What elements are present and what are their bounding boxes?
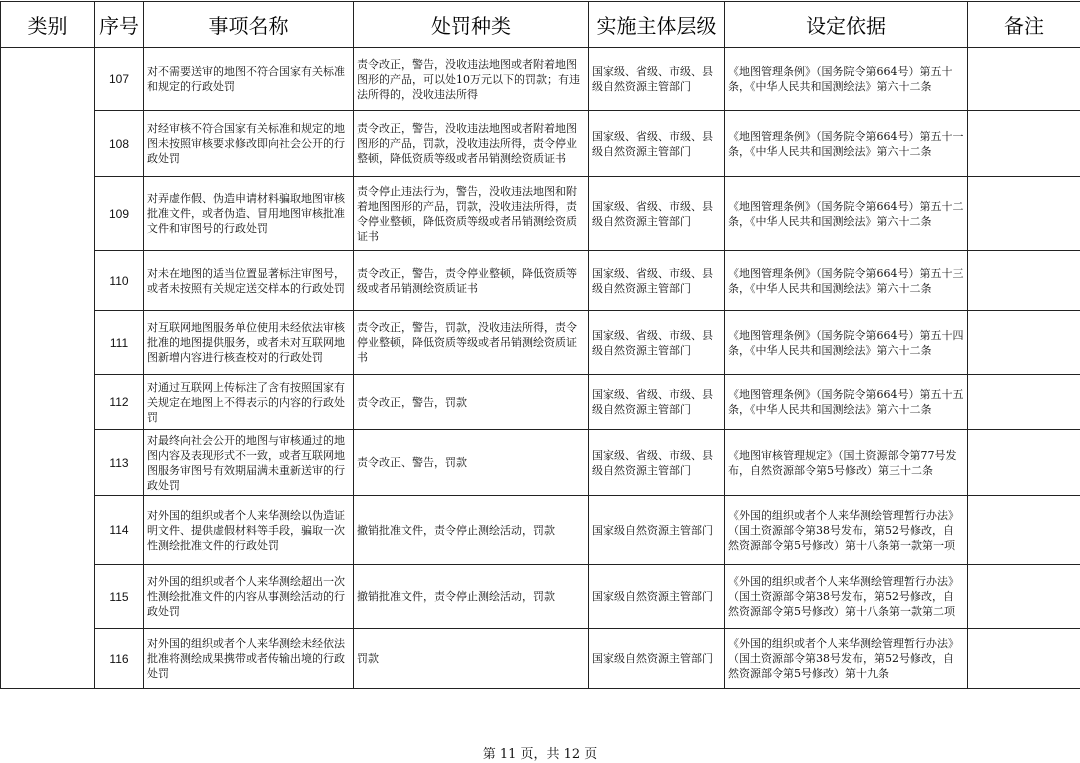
name-cell: 对外国的组织或者个人来华测绘未经依法批准将测绘成果携带或者传输出境的行政处罚	[144, 629, 354, 689]
penalty-cell: 责令停止违法行为，警告，没收违法地图和附着地图图形的产品，罚款，没收违法所得，责令停业整顿，降低资质等级或者吊销测绘资质证书	[354, 177, 589, 251]
level-cell: 国家级自然资源主管部门	[589, 496, 725, 565]
basis-cell: 《地图审核管理规定》（国土资源部令第77号发布，自然资源部令第5号修改）第三十二条	[725, 430, 968, 496]
level-cell: 国家级、省级、市级、县级自然资源主管部门	[589, 430, 725, 496]
seq-cell: 114	[95, 496, 144, 565]
level-cell: 国家级自然资源主管部门	[589, 629, 725, 689]
header-seq: 序号	[95, 2, 144, 48]
header-row	[1, 2, 1080, 48]
name-cell: 对最终向社会公开的地图与审核通过的地图内容及表现形式不一致，或者互联网地图服务审图号有效期届满未重新送审的行政处罚	[144, 430, 354, 496]
seq-cell: 112	[95, 375, 144, 430]
header-note: 备注	[968, 2, 1080, 48]
note-cell	[968, 629, 1080, 689]
penalty-cell: 罚款	[354, 629, 589, 689]
seq-cell: 110	[95, 251, 144, 311]
note-cell	[968, 430, 1080, 496]
name-cell: 对经审核不符合国家有关标准和规定的地图未按照审核要求修改即向社会公开的行政处罚	[144, 111, 354, 177]
basis-cell: 《地图管理条例》（国务院令第664号）第五十条，《中华人民共和国测绘法》第六十二条	[725, 48, 968, 111]
seq-cell: 109	[95, 177, 144, 251]
penalty-cell: 撤销批准文件，责令停止测绘活动，罚款	[354, 496, 589, 565]
note-cell	[968, 496, 1080, 565]
basis-cell: 《地图管理条例》（国务院令第664号）第五十二条，《中华人民共和国测绘法》第六十二条	[725, 177, 968, 251]
note-cell	[968, 177, 1080, 251]
name-cell: 对通过互联网上传标注了含有按照国家有关规定在地图上不得表示的内容的行政处罚	[144, 375, 354, 430]
basis-cell: 《地图管理条例》（国务院令第664号）第五十三条，《中华人民共和国测绘法》第六十二条	[725, 251, 968, 311]
penalty-cell: 责令改正，警告，没收违法地图或者附着地图图形的产品，罚款，没收违法所得，责令停业整顿，降低资质等级或者吊销测绘资质证书	[354, 111, 589, 177]
seq-cell: 107	[95, 48, 144, 111]
seq-cell: 108	[95, 111, 144, 177]
note-cell	[968, 565, 1080, 629]
name-cell: 对互联网地图服务单位使用未经依法审核批准的地图提供服务，或者未对互联网地图新增内容进行核查校对的行政处罚	[144, 311, 354, 375]
name-cell: 对不需要送审的地图不符合国家有关标准和规定的行政处罚	[144, 48, 354, 111]
table-row	[1, 251, 1080, 311]
name-cell: 对未在地图的适当位置显著标注审图号，或者未按照有关规定送交样本的行政处罚	[144, 251, 354, 311]
header-penalty: 处罚种类	[354, 2, 589, 48]
basis-cell: 《地图管理条例》（国务院令第664号）第五十一条，《中华人民共和国测绘法》第六十二条	[725, 111, 968, 177]
note-cell	[968, 251, 1080, 311]
table-row	[1, 496, 1080, 565]
seq-cell: 116	[95, 629, 144, 689]
level-cell: 国家级、省级、市级、县级自然资源主管部门	[589, 177, 725, 251]
name-cell: 对外国的组织或者个人来华测绘超出一次性测绘批准文件的内容从事测绘活动的行政处罚	[144, 565, 354, 629]
note-cell	[968, 111, 1080, 177]
page-footer: 第 11 页，共 12 页	[482, 747, 598, 762]
penalty-cell: 撤销批准文件，责令停止测绘活动，罚款	[354, 565, 589, 629]
basis-cell: 《外国的组织或者个人来华测绘管理暂行办法》（国土资源部令第38号发布，第52号修改，自然资源部令第5号修改）第十八条第一款第一项	[725, 496, 968, 565]
table-row	[1, 177, 1080, 251]
level-cell: 国家级自然资源主管部门	[589, 565, 725, 629]
table-row	[1, 311, 1080, 375]
penalty-cell: 责令改正、警告，罚款	[354, 430, 589, 496]
name-cell: 对外国的组织或者个人来华测绘以伪造证明文件、提供虚假材料等手段，骗取一次性测绘批准文件的行政处罚	[144, 496, 354, 565]
basis-cell: 《地图管理条例》（国务院令第664号）第五十五条，《中华人民共和国测绘法》第六十二条	[725, 375, 968, 430]
level-cell: 国家级、省级、市级、县级自然资源主管部门	[589, 375, 725, 430]
penalty-table	[0, 1, 1080, 689]
level-cell: 国家级、省级、市级、县级自然资源主管部门	[589, 111, 725, 177]
basis-cell: 《外国的组织或者个人来华测绘管理暂行办法》（国土资源部令第38号发布，第52号修改，自然资源部令第5号修改）第十九条	[725, 629, 968, 689]
level-cell: 国家级、省级、市级、县级自然资源主管部门	[589, 48, 725, 111]
table-row	[1, 565, 1080, 629]
table-row	[1, 430, 1080, 496]
header-basis: 设定依据	[725, 2, 968, 48]
header-level: 实施主体层级	[589, 2, 725, 48]
level-cell: 国家级、省级、市级、县级自然资源主管部门	[589, 311, 725, 375]
penalty-cell: 责令改正，警告，责令停业整顿，降低资质等级或者吊销测绘资质证书	[354, 251, 589, 311]
penalty-cell: 责令改正，警告，罚款，没收违法所得，责令停业整顿，降低资质等级或者吊销测绘资质证书	[354, 311, 589, 375]
seq-cell: 111	[95, 311, 144, 375]
note-cell	[968, 48, 1080, 111]
table-row	[1, 48, 1080, 111]
note-cell	[968, 375, 1080, 430]
penalty-cell: 责令改正，警告，没收违法地图或者附着地图图形的产品，可以处10万元以下的罚款；有违法所得的，没收违法所得	[354, 48, 589, 111]
level-cell: 国家级、省级、市级、县级自然资源主管部门	[589, 251, 725, 311]
name-cell: 对弄虚作假、伪造申请材料骗取地图审核批准文件，或者伪造、冒用地图审核批准文件和审图号的行政处罚	[144, 177, 354, 251]
table-row	[1, 111, 1080, 177]
header-name: 事项名称	[144, 2, 354, 48]
note-cell	[968, 311, 1080, 375]
basis-cell: 《外国的组织或者个人来华测绘管理暂行办法》（国土资源部令第38号发布，第52号修改，自然资源部令第5号修改）第十八条第一款第二项	[725, 565, 968, 629]
seq-cell: 115	[95, 565, 144, 629]
header-category: 类别	[1, 2, 95, 48]
basis-cell: 《地图管理条例》（国务院令第664号）第五十四条，《中华人民共和国测绘法》第六十二条	[725, 311, 968, 375]
category-cell	[1, 48, 95, 689]
table-row	[1, 375, 1080, 430]
seq-cell: 113	[95, 430, 144, 496]
table-row	[1, 629, 1080, 689]
penalty-cell: 责令改正，警告，罚款	[354, 375, 589, 430]
